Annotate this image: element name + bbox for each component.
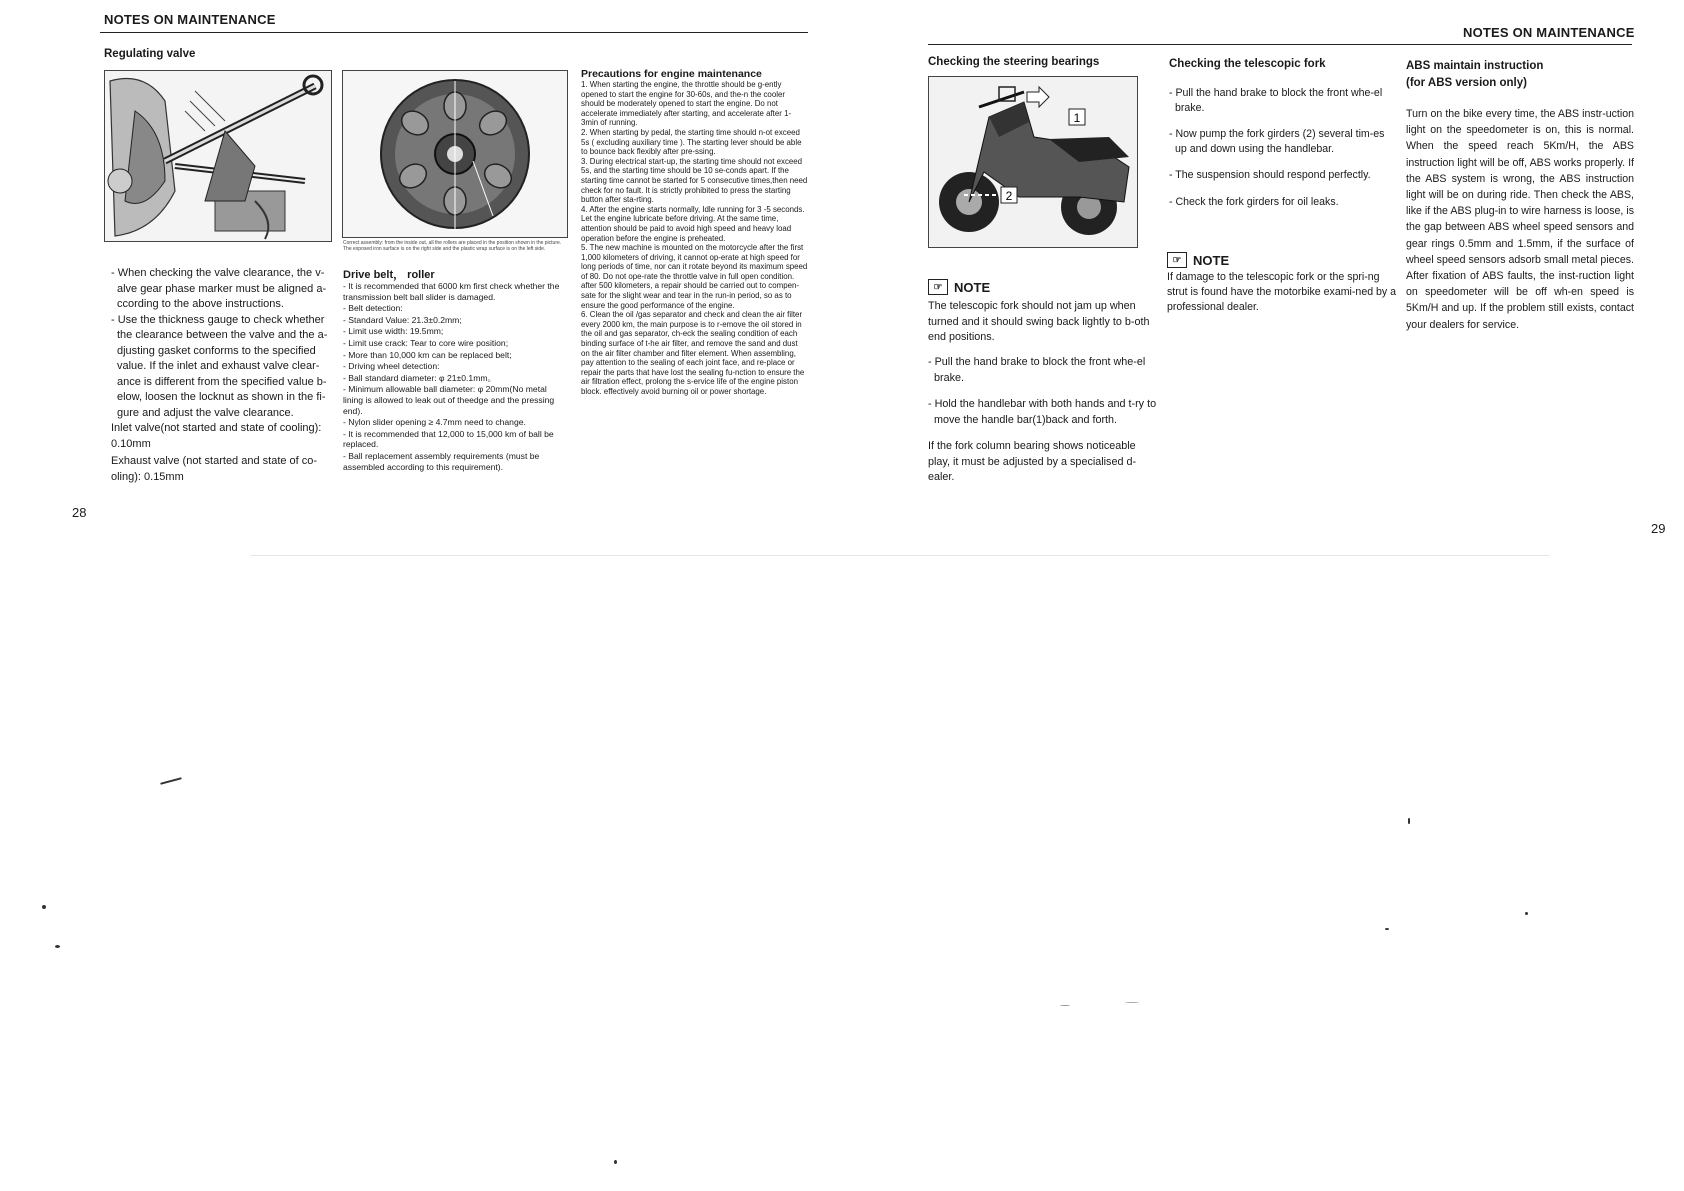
drive-belt-item: - Nylon slider opening ≥ 4.7mm need to change.: [343, 417, 526, 428]
telescopic-title: Checking the telescopic fork: [1169, 58, 1326, 70]
steering-steps: [928, 355, 1158, 486]
drive-belt-item: - Limit use width: 19.5mm;: [343, 326, 444, 337]
telescopic-note-text: If damage to the telescopic fork or the spri-ng strut is found have the motorbike exami-ned by a professional dealer.: [1167, 271, 1397, 313]
right-header-rule: [928, 44, 1632, 45]
scan-speck: [1385, 928, 1389, 930]
steering-step: - Pull the hand brake to block the front whe-el brake.: [928, 356, 1146, 384]
precautions-list: [581, 80, 808, 397]
scan-speck: [55, 945, 60, 948]
valve-adjustment-figure: [104, 70, 332, 242]
precaution-item: 6. Clean the oil /gas separator and check and clean the air filter every 2000 km, the main purpose is to r-emove the oil stored in the oil and gas separator, ch-eck the sealing condition of each binding surface of t-he air filter, and remove the sand and dust on the air filter chamber and filter element. When assembling, pay attention to the sealing of each joint face, and re-place or repair the parts that have lost the sealing fu-nction to ensure the air filtration effect, prolong the s-ervice life of the engine piston block. effectively avoid burning oil or power shortage.: [581, 310, 805, 396]
drive-belt-title: Drive belt， roller: [343, 269, 435, 281]
drive-belt-item: - Belt detection:: [343, 303, 403, 314]
drive-belt-item: - Minimum allowable ball diameter: φ 20mm(No metal lining is allowed to leak out of theedge and the pressing end).: [343, 384, 555, 416]
telescopic-step: - Check the fork girders for oil leaks.: [1169, 195, 1339, 208]
steering-note-label: NOTE: [954, 279, 991, 295]
abs-text: Turn on the bike every time, the ABS instr-uction light on the speedometer is on, this is normal. When the speed reach 5Km/H, the ABS instruction light will be off, ABS works properly. If the ABS system is wrong, the ABS instruction light will be on during ride. Then check the ABS, like if the ABS plug-in to wire harness is loose, is the gap between ABS wheel speed sensors and gear rings 0.5mm and 1.5mm, if the surface of wheel speed sensors adsorb small metal pieces. After fixation of ABS faults, the inst-ruction light on speedometer will be off wh-en speed is 5Km/H and up. If the problem still exists, contact your dealers for service.: [1406, 108, 1634, 331]
left-header-rule: [100, 32, 808, 33]
precaution-item: 2. When starting by pedal, the starting time should n-ot exceed 5s ( excluding auxiliary time ). The starting lever should be able to bounce back flexibly after pre-ssing.: [581, 127, 802, 157]
callout-2: 2: [1005, 189, 1013, 203]
telescopic-steps: [1169, 86, 1397, 209]
precaution-item: 1. When starting the engine, the throttle should be g-ently opened to start the engine for 30-60s, and the-n the cooler should be moderately opened to start the engine. Do not accelerate immediately after starting, and accelerate after 1-3min of running.: [581, 80, 792, 128]
drive-belt-item: - Driving wheel detection:: [343, 361, 440, 372]
scan-fold-line: [250, 555, 1550, 556]
scooter-figure: [928, 76, 1138, 248]
exhaust-valve-spec: Exhaust valve (not started and state of co-oling): 0.15mm: [111, 455, 318, 483]
steering-note-text: The telescopic fork should not jam up when turned and it should swing back lightly to b-oth end positions.: [928, 300, 1150, 343]
precaution-item: 3. During electrical start-up, the starting time should not exceed 5s, and the starting time should be 10 se-conds apart. If the starting time cannot be started for 5 consecutive times,then need check for no fault. It is strictly prohibited to press the starting button after sta-rting.: [581, 156, 808, 205]
telescopic-note-label: NOTE: [1193, 252, 1230, 268]
abs-title: ABS maintain instruction: [1406, 60, 1544, 72]
inlet-valve-spec: Inlet valve(not started and state of cooling): 0.10mm: [111, 422, 322, 450]
drive-belt-item: - Limit use crack: Tear to core wire position;: [343, 337, 509, 348]
steering-title: Checking the steering bearings: [928, 56, 1100, 68]
page-number-right: 29: [1651, 521, 1666, 536]
scan-speck: [1408, 818, 1410, 824]
abs-subtitle: (for ABS version only): [1406, 77, 1527, 89]
scan-speck: [1125, 1002, 1139, 1003]
drive-belt-item: - Ball standard diameter: φ 21±0.1mm。: [343, 372, 497, 383]
telescopic-note-heading: [1167, 252, 1229, 268]
regulating-valve-title: Regulating valve: [104, 48, 196, 60]
steering-note-heading: [928, 279, 990, 295]
valve-paragraph: - Use the thickness gauge to check whether the clearance between the valve and the a-djusting gasket conforms to the specified value. If the inlet and exhaust valve clear-ance is different from the specified value b-elow, loosen the locknut as shown in the fi-gure and adjust the valve clearance.: [111, 313, 328, 419]
callout-1: 1: [1073, 111, 1081, 125]
drive-belt-item: - It is recommended that 12,000 to 15,000 km of ball be replaced.: [343, 428, 554, 450]
left-page-header: NOTES ON MAINTENANCE: [104, 12, 276, 27]
scan-speck: [42, 905, 46, 909]
note-hand-icon: ☞: [928, 279, 948, 295]
scan-speck: [1525, 912, 1528, 915]
telescopic-step: - The suspension should respond perfectly.: [1169, 169, 1371, 181]
drive-belt-list: [343, 281, 569, 473]
drive-belt-item: - Ball replacement assembly requirements (must be assembled according to this requirement).: [343, 450, 540, 472]
precautions-title: Precautions for engine maintenance: [581, 68, 762, 80]
note-hand-icon: ☞: [1167, 252, 1187, 268]
scan-speck: [1060, 1005, 1070, 1006]
telescopic-step: - Pull the hand brake to block the front whe-el brake.: [1169, 87, 1383, 114]
regulating-valve-text: [111, 266, 337, 485]
page-number-left: 28: [72, 505, 87, 520]
scan-speck: [160, 777, 182, 785]
scan-speck: [614, 1160, 617, 1164]
steering-step: - Hold the handlebar with both hands and t-ry to move the handle bar(1)back and forth.: [928, 398, 1157, 426]
steering-closing: If the fork column bearing shows noticeable play, it must be adjusted by a specialised d-ealer.: [928, 440, 1137, 483]
precaution-item: 4. After the engine starts normally, Idle running for 3 -5 seconds. Let the engine lubricate before driving. At the same time, attention should be paid to avoid high speed and heavy load operation before the engine is preheated.: [581, 204, 805, 243]
precaution-item: 5. The new machine is mounted on the motorcycle after the first 1,000 kilometers of driving, it cannot op-erate at high speed for long periods of time, nor can it rotate beyond its maximum speed of 80. Do not ope-rate the throttle valve in full open condition. after 500 kilometers, a repair should be carried out to compen-sate for the slight wear and tear in the run-in period, so as to ensure the good performance of the engine.: [581, 243, 808, 310]
telescopic-step: - Now pump the fork girders (2) several tim-es up and down using the handlebar.: [1169, 128, 1385, 155]
drive-belt-item: - Standard Value: 21.3±0.2mm;: [343, 314, 462, 325]
roller-figure-caption: Correct assembly: from the inside out, all the rollers are placed in the position shown in the picture. The exposed iron surface is on the right side and the plastic wrap surface is on the left side.: [343, 240, 562, 252]
drive-belt-item: - More than 10,000 km can be replaced belt;: [343, 349, 512, 360]
drive-belt-item: - It is recommended that 6000 km first check whether the transmission belt ball slider is damaged.: [343, 281, 560, 302]
right-page-header: NOTES ON MAINTENANCE: [1463, 25, 1635, 40]
valve-paragraph: - When checking the valve clearance, the v-alve gear phase marker must be aligned a-ccording to the above instructions.: [111, 267, 327, 310]
roller-assembly-figure: [342, 70, 568, 238]
